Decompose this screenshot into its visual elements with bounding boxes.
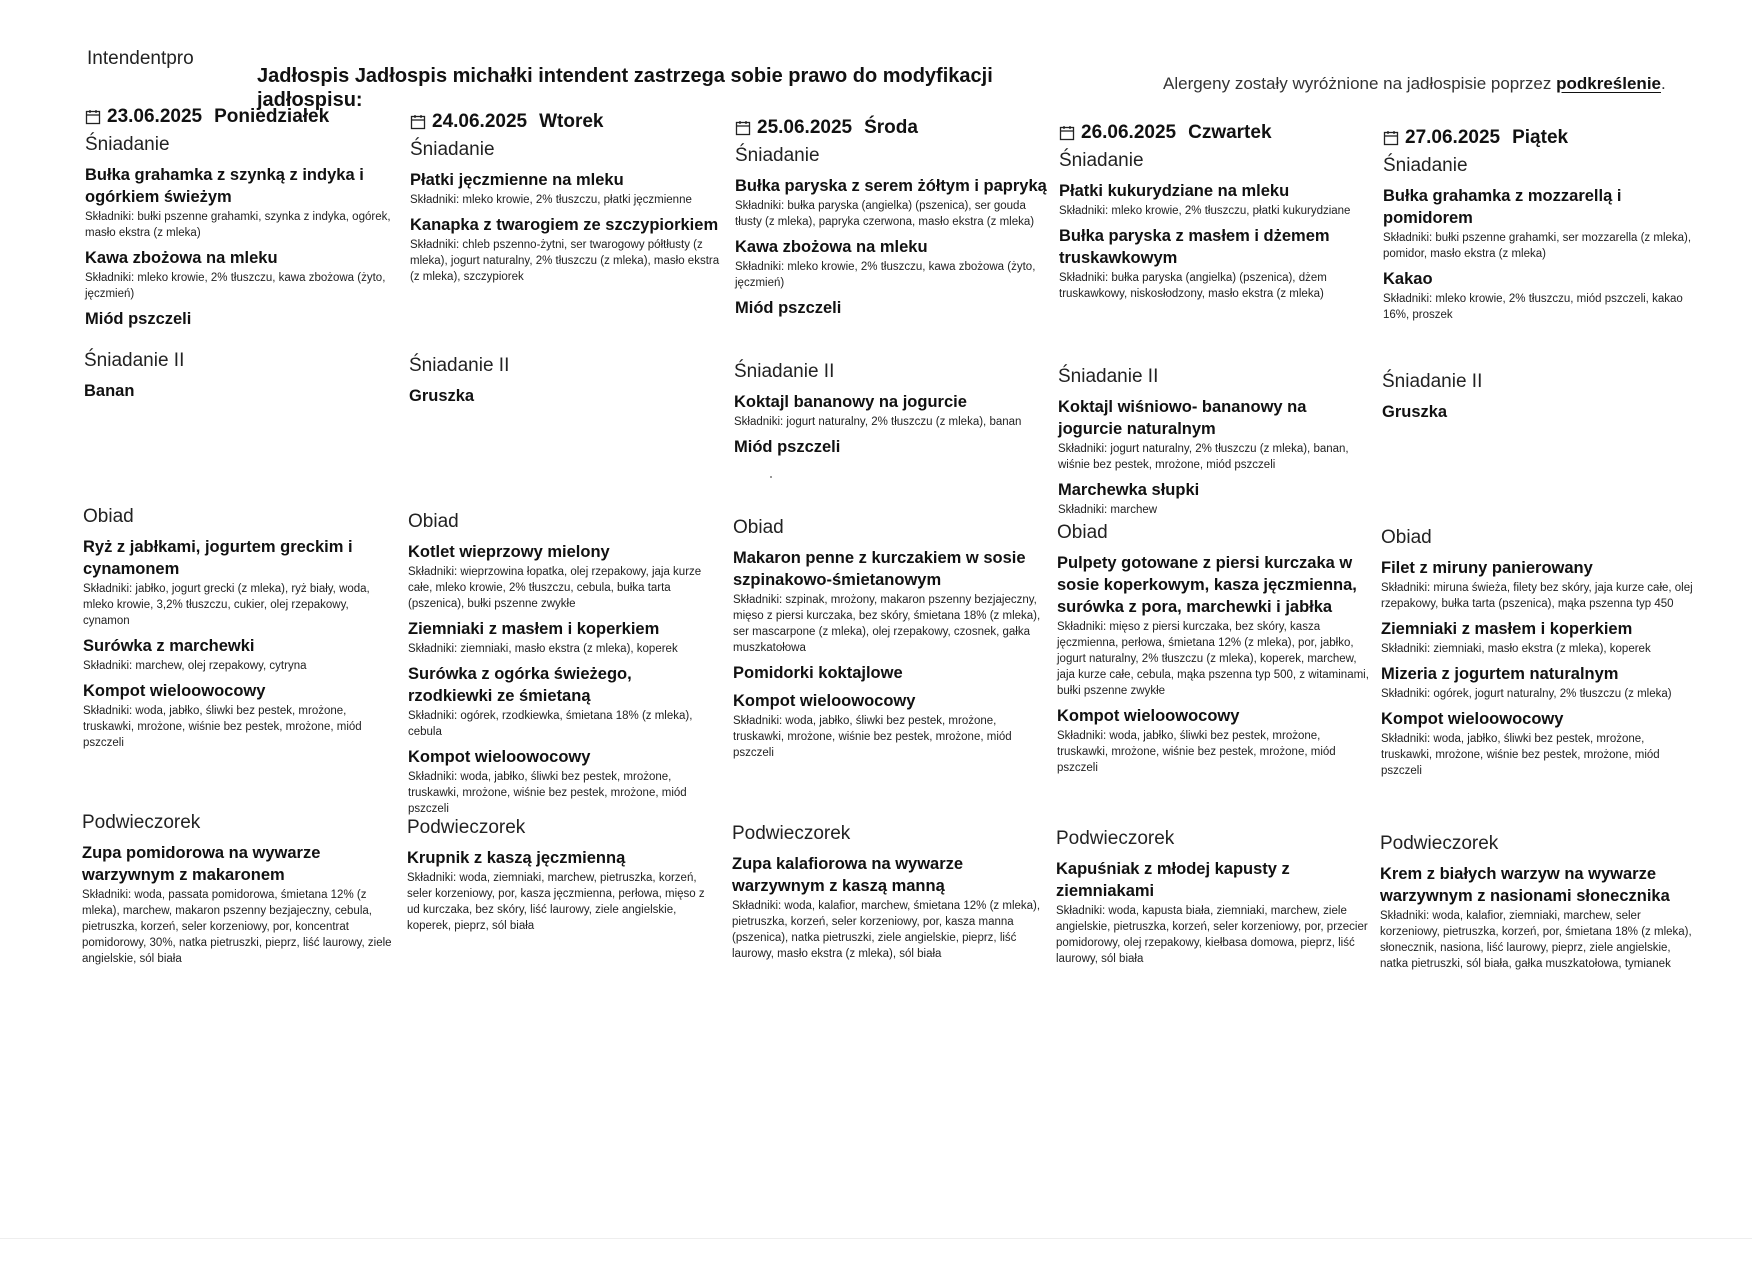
meal-item <box>1057 705 1369 776</box>
meal-item <box>83 635 395 674</box>
section-title: Obiad <box>83 506 134 527</box>
meal-item <box>410 169 722 208</box>
meal-item <box>408 541 720 612</box>
section-title: Śniadanie <box>1059 150 1144 171</box>
section-title: Śniadanie II <box>409 355 510 376</box>
section-title: Podwieczorek <box>732 823 851 844</box>
meal-name: Surówka z marchewki <box>83 637 255 655</box>
allergen-note-emphasis: podkreślenie <box>1556 74 1661 93</box>
meal-item <box>82 842 394 967</box>
section-title: Podwieczorek <box>82 812 201 833</box>
meal-item <box>1381 663 1693 702</box>
day-header <box>85 106 397 128</box>
meal-ingredients: Składniki: mleko krowie, 2% tłuszczu, płatki jęczmienne <box>410 194 692 206</box>
meal-section-podwieczorek <box>1056 828 1368 973</box>
meal-item <box>1059 180 1371 219</box>
meal-item <box>84 380 396 402</box>
section-title: Obiad <box>1057 522 1108 543</box>
meal-ingredients: Składniki: chleb pszenno-żytni, ser twarogowy półtłusty (z mleka), jogurt naturalny, 2% tłuszczu (z mleka), masło ekstra (z mleka), szczypiorek <box>410 239 720 283</box>
meal-item <box>1383 185 1695 262</box>
meal-ingredients: Składniki: marchew, olej rzepakowy, cytryna <box>83 660 307 672</box>
meal-ingredients: Składniki: ogórek, rzodkiewka, śmietana 18% (z mleka), cebula <box>408 710 693 738</box>
meal-section-sniadanie <box>410 139 722 291</box>
day-weekday: Wtorek <box>539 111 604 132</box>
meal-ingredients: Składniki: mleko krowie, 2% tłuszczu, kawa zbożowa (żyto, jęczmień) <box>85 272 386 300</box>
meal-name: Koktajl wiśniowo- bananowy na jogurcie naturalnym <box>1058 398 1307 438</box>
meal-name: Bułka grahamka z szynką z indyka i ogórkiem świeżym <box>85 166 364 206</box>
day-column <box>407 111 722 932</box>
day-date: 27.06.2025 <box>1405 127 1501 148</box>
section-title: Śniadanie II <box>734 361 835 382</box>
meal-ingredients: Składniki: bułki pszenne grahamki, ser mozzarella (z mleka), pomidor, masło ekstra (z mleka) <box>1383 232 1692 260</box>
meal-ingredients: Składniki: ziemniaki, masło ekstra (z mleka), koperek <box>1381 643 1651 655</box>
meal-name: Gruszka <box>409 387 475 405</box>
meal-item <box>1058 396 1370 473</box>
meal-name: Ziemniaki z masłem i koperkiem <box>408 620 660 638</box>
meal-item <box>1381 557 1693 612</box>
meal-item <box>1380 863 1692 972</box>
meal-item <box>407 847 719 934</box>
meal-item <box>733 547 1045 656</box>
meal-ingredients: Składniki: mleko krowie, 2% tłuszczu, miód pszczeli, kakao 16%, proszek <box>1383 293 1683 321</box>
meal-section-obiad <box>83 506 395 757</box>
meal-ingredients: Składniki: woda, jabłko, śliwki bez pestek, mrożone, truskawki, mrożone, wiśnie bez pestek, mrożone, miód pszczeli <box>733 715 1012 759</box>
meal-item <box>734 436 1046 458</box>
section-title: Śniadanie II <box>1382 371 1483 392</box>
meal-ingredients: Składniki: woda, passata pomidorowa, śmietana 12% (z mleka), marchew, makaron pszenny bezjajeczny, cebula, pietruszka, korzeń, seler korzeniowy, por, koncentrat pomidorowy, 30%, natka pietruszki, pieprz, liść laurowy, ziele angielskie, sól biała <box>82 889 392 965</box>
meal-section-sniadanie-ii <box>734 361 1046 464</box>
meal-name: Krupnik z kaszą jęczmienną <box>407 849 626 867</box>
meal-name: Miód pszczeli <box>735 299 842 317</box>
meal-ingredients: Składniki: bułka paryska (angielka) (pszenica), dżem truskawkowy, niskosłodzony, masło ekstra (z mleka) <box>1059 272 1327 300</box>
day-column <box>732 117 1047 960</box>
meal-item <box>410 214 722 285</box>
meal-ingredients: Składniki: jogurt naturalny, 2% tłuszczu (z mleka), banan, wiśnie bez pestek, mrożone, miód pszczeli <box>1058 443 1349 471</box>
meal-ingredients: Składniki: wieprzowina łopatka, olej rzepakowy, jaja kurze całe, mleko krowie, 2% tłuszczu, cebula, bułka tarta (pszenica), bułki pszenne zwykłe <box>408 566 702 610</box>
meal-name: Koktajl bananowy na jogurcie <box>734 393 967 411</box>
day-header <box>410 111 722 133</box>
meal-name: Mizeria z jogurtem naturalnym <box>1381 665 1619 683</box>
meal-name: Ryż z jabłkami, jogurtem greckim i cynamonem <box>83 538 353 578</box>
calendar-icon <box>410 114 426 130</box>
day-column <box>1380 127 1695 970</box>
section-title: Obiad <box>408 511 459 532</box>
meal-name: Banan <box>84 382 135 400</box>
meal-ingredients: Składniki: jabłko, jogurt grecki (z mleka), ryż biały, woda, mleko krowie, 3,2% tłuszczu, cukier, olej rzepakowy, cynamon <box>83 583 370 627</box>
meal-ingredients: Składniki: bułki pszenne grahamki, szynka z indyka, ogórek, masło ekstra (z mleka) <box>85 211 391 239</box>
meal-section-podwieczorek <box>1380 833 1692 978</box>
meal-name: Bułka paryska z masłem i dżemem truskawkowym <box>1059 227 1330 267</box>
meal-ingredients: Składniki: ziemniaki, masło ekstra (z mleka), koperek <box>408 643 678 655</box>
meal-item <box>1382 401 1694 423</box>
meal-ingredients: Składniki: szpinak, mrożony, makaron pszenny bezjajeczny, mięso z piersi kurczaka, bez skóry, śmietana 18% (z mleka), ser mascarpone (z mleka), olej rzepakowy, czosnek, gałka muszkatołowa <box>733 594 1041 654</box>
meal-ingredients: Składniki: bułka paryska (angielka) (pszenica), ser gouda tłusty (z mleka), papryka czerwona, masło ekstra (z mleka) <box>735 200 1035 228</box>
meal-ingredients: Składniki: jogurt naturalny, 2% tłuszczu (z mleka), banan <box>734 416 1022 428</box>
section-title: Śniadanie II <box>1058 366 1159 387</box>
section-title: Podwieczorek <box>1056 828 1175 849</box>
meal-name: Kompot wieloowocowy <box>1057 707 1240 725</box>
meal-name: Gruszka <box>1382 403 1448 421</box>
meal-item <box>733 662 1045 684</box>
meal-ingredients: Składniki: woda, kalafior, ziemniaki, marchew, seler korzeniowy, pietruszka, korzeń, por, śmietana 18% (z mleka), słonecznik, nasiona, liść laurowy, pieprz, ziele angielskie, natka pietruszki, sól biała, gałka muszkatołowa, tymianek <box>1380 910 1692 970</box>
meal-item <box>1057 552 1369 699</box>
meal-section-sniadanie-ii <box>409 355 721 413</box>
meal-ingredients: Składniki: mleko krowie, 2% tłuszczu, kawa zbożowa (żyto, jęczmień) <box>735 261 1036 289</box>
meal-section-sniadanie <box>1059 150 1371 308</box>
meal-name: Kompot wieloowocowy <box>83 682 266 700</box>
meal-ingredients: Składniki: miruna świeża, filety bez skóry, jaja kurze całe, olej rzepakowy, bułka tarta (pszenica), mąka pszenna typ 450 <box>1381 582 1693 610</box>
brand-logo: Intendentpro <box>87 48 194 69</box>
scan-speck <box>770 476 772 478</box>
meal-name: Kakao <box>1383 270 1433 288</box>
meal-name: Miód pszczeli <box>85 310 192 328</box>
meal-name: Makaron penne z kurczakiem w sosie szpinakowo-śmietanowym <box>733 549 1026 589</box>
meal-item <box>408 746 720 817</box>
meal-ingredients: Składniki: mleko krowie, 2% tłuszczu, płatki kukurydziane <box>1059 205 1351 217</box>
meal-item <box>732 853 1044 962</box>
meal-name: Filet z miruny panierowany <box>1381 559 1593 577</box>
meal-item <box>1056 858 1368 967</box>
meal-name: Kompot wieloowocowy <box>408 748 591 766</box>
meal-item <box>735 236 1047 291</box>
section-title: Śniadanie <box>1383 155 1468 176</box>
meal-item <box>85 164 397 241</box>
meal-item <box>733 690 1045 761</box>
meal-item <box>735 297 1047 319</box>
day-date: 25.06.2025 <box>757 117 853 138</box>
calendar-icon <box>85 109 101 125</box>
calendar-icon <box>1383 130 1399 146</box>
calendar-icon <box>1059 125 1075 141</box>
calendar-icon <box>735 120 751 136</box>
day-weekday: Środa <box>864 117 918 138</box>
meal-ingredients: Składniki: ogórek, jogurt naturalny, 2% tłuszczu (z mleka) <box>1381 688 1672 700</box>
day-header <box>735 117 1047 139</box>
meal-name: Ziemniaki z masłem i koperkiem <box>1381 620 1633 638</box>
meal-ingredients: Składniki: woda, ziemniaki, marchew, pietruszka, korzeń, seler korzeniowy, por, kasza jęczmienna, perłowa, mięso z ud kurczaka, bez skóry, liść laurowy, ziele angielskie, koperek, pieprz, sól biała <box>407 872 705 932</box>
meal-ingredients: Składniki: mięso z piersi kurczaka, bez skóry, kasza jęczmienna, perłowa, śmietana 12% (z mleka), por, jabłko, jogurt naturalny, 2% tłuszczu (z mleka), koperek, marchew, jaja kurze całe, cebula, mąka pszenna typ 500, z witaminami, bułki pszenne zwykłe <box>1057 621 1369 697</box>
meal-name: Krem z białych warzyw na wywarze warzywnym z nasionami słonecznika <box>1380 865 1670 905</box>
meal-name: Kapuśniak z młodej kapusty z ziemniakami <box>1056 860 1290 900</box>
meal-name: Zupa kalafiorowa na wywarze warzywnym z kaszą manną <box>732 855 964 895</box>
page-bottom-edge <box>0 1238 1752 1239</box>
meal-section-podwieczorek <box>732 823 1044 968</box>
meal-name: Kawa zbożowa na mleku <box>85 249 278 267</box>
meal-section-sniadanie-ii <box>84 350 396 408</box>
meal-item <box>408 663 720 740</box>
meal-name: Płatki kukurydziane na mleku <box>1059 182 1290 200</box>
meal-name: Kotlet wieprzowy mielony <box>408 543 610 561</box>
day-weekday: Czwartek <box>1188 122 1272 143</box>
meal-ingredients: Składniki: woda, jabłko, śliwki bez pestek, mrożone, truskawki, mrożone, wiśnie bez pestek, mrożone, miód pszczeli <box>1057 730 1336 774</box>
meal-name: Marchewka słupki <box>1058 481 1200 499</box>
meal-section-sniadanie-ii <box>1058 366 1370 524</box>
meal-name: Kanapka z twarogiem ze szczypiorkiem <box>410 216 719 234</box>
meal-section-sniadanie <box>85 134 397 336</box>
day-header <box>1059 122 1371 144</box>
meal-name: Kawa zbożowa na mleku <box>735 238 928 256</box>
meal-section-sniadanie <box>1383 155 1695 329</box>
meal-section-obiad <box>1381 527 1693 785</box>
day-date: 23.06.2025 <box>107 106 203 127</box>
day-date: 24.06.2025 <box>432 111 528 132</box>
meal-item <box>83 536 395 629</box>
day-weekday: Piątek <box>1512 127 1569 148</box>
meal-section-obiad <box>733 517 1045 767</box>
section-title: Podwieczorek <box>1380 833 1499 854</box>
meal-section-sniadanie <box>735 145 1047 325</box>
meal-name: Pulpety gotowane z piersi kurczaka w sosie koperkowym, kasza jęczmienna, surówka z pora, marchewki i jabłka <box>1057 554 1357 616</box>
day-column <box>82 106 397 965</box>
meal-name: Zupa pomidorowa na wywarze warzywnym z makaronem <box>82 844 321 884</box>
day-header <box>1383 127 1695 149</box>
section-title: Obiad <box>733 517 784 538</box>
day-weekday: Poniedziałek <box>214 106 330 127</box>
meal-ingredients: Składniki: woda, kapusta biała, ziemniaki, marchew, ziele angielskie, pietruszka, korzeń, seler korzeniowy, por, przecier pomidorowy, olej rzepakowy, kiełbasa domowa, pieprz, liść laurowy, sól biała <box>1056 905 1368 965</box>
meal-item <box>1381 708 1693 779</box>
meal-item <box>735 175 1047 230</box>
meal-name: Bułka paryska z serem żółtym i papryką <box>735 177 1047 195</box>
section-title: Obiad <box>1381 527 1432 548</box>
meal-name: Płatki jęczmienne na mleku <box>410 171 624 189</box>
day-date: 26.06.2025 <box>1081 122 1177 143</box>
section-title: Podwieczorek <box>407 817 526 838</box>
meal-item <box>734 391 1046 430</box>
meal-item <box>1058 479 1370 518</box>
section-title: Śniadanie <box>735 145 820 166</box>
page-title: Jadłospis Jadłospis michałki intendent zastrzega sobie prawo do modyfikacji jadłospisu: <box>257 65 993 111</box>
meal-section-podwieczorek <box>407 817 719 940</box>
meal-item <box>85 247 397 302</box>
meal-ingredients: Składniki: marchew <box>1058 504 1158 516</box>
allergen-note-end: . <box>1661 74 1666 93</box>
meal-section-sniadanie-ii <box>1382 371 1694 429</box>
meal-item <box>1383 268 1695 323</box>
meal-ingredients: Składniki: woda, jabłko, śliwki bez pestek, mrożone, truskawki, mrożone, wiśnie bez pestek, mrożone, miód pszczeli <box>83 705 362 749</box>
section-title: Śniadanie II <box>84 350 185 371</box>
meal-item <box>409 385 721 407</box>
meal-name: Miód pszczeli <box>734 438 841 456</box>
day-column <box>1056 122 1371 965</box>
meal-item <box>85 308 397 330</box>
section-title: Śniadanie <box>410 139 495 160</box>
meal-section-obiad <box>408 511 720 823</box>
allergen-note <box>1163 74 1666 94</box>
meal-item <box>408 618 720 657</box>
meal-section-obiad <box>1057 522 1369 782</box>
allergen-note-text: Alergeny zostały wyróżnione na jadłospisie poprzez <box>1163 74 1552 93</box>
meal-section-podwieczorek <box>82 812 394 973</box>
meal-name: Surówka z ogórka świeżego, rzodkiewki ze śmietaną <box>408 665 632 705</box>
meal-item <box>83 680 395 751</box>
meal-name: Kompot wieloowocowy <box>1381 710 1564 728</box>
meal-item <box>1059 225 1371 302</box>
meal-ingredients: Składniki: woda, kalafior, marchew, śmietana 12% (z mleka), pietruszka, korzeń, seler korzeniowy, por, kasza manna (pszenica), natka pietruszki, ziele angielskie, pieprz, liść laurowy, masło ekstra (z mleka), sól biała <box>732 900 1041 960</box>
meal-name: Kompot wieloowocowy <box>733 692 916 710</box>
meal-name: Pomidorki koktajlowe <box>733 664 903 682</box>
meal-name: Bułka grahamka z mozzarellą i pomidorem <box>1383 187 1622 227</box>
section-title: Śniadanie <box>85 134 170 155</box>
meal-ingredients: Składniki: woda, jabłko, śliwki bez pestek, mrożone, truskawki, mrożone, wiśnie bez pestek, mrożone, miód pszczeli <box>408 771 687 815</box>
meal-ingredients: Składniki: woda, jabłko, śliwki bez pestek, mrożone, truskawki, mrożone, wiśnie bez pestek, mrożone, miód pszczeli <box>1381 733 1660 777</box>
meal-item <box>1381 618 1693 657</box>
